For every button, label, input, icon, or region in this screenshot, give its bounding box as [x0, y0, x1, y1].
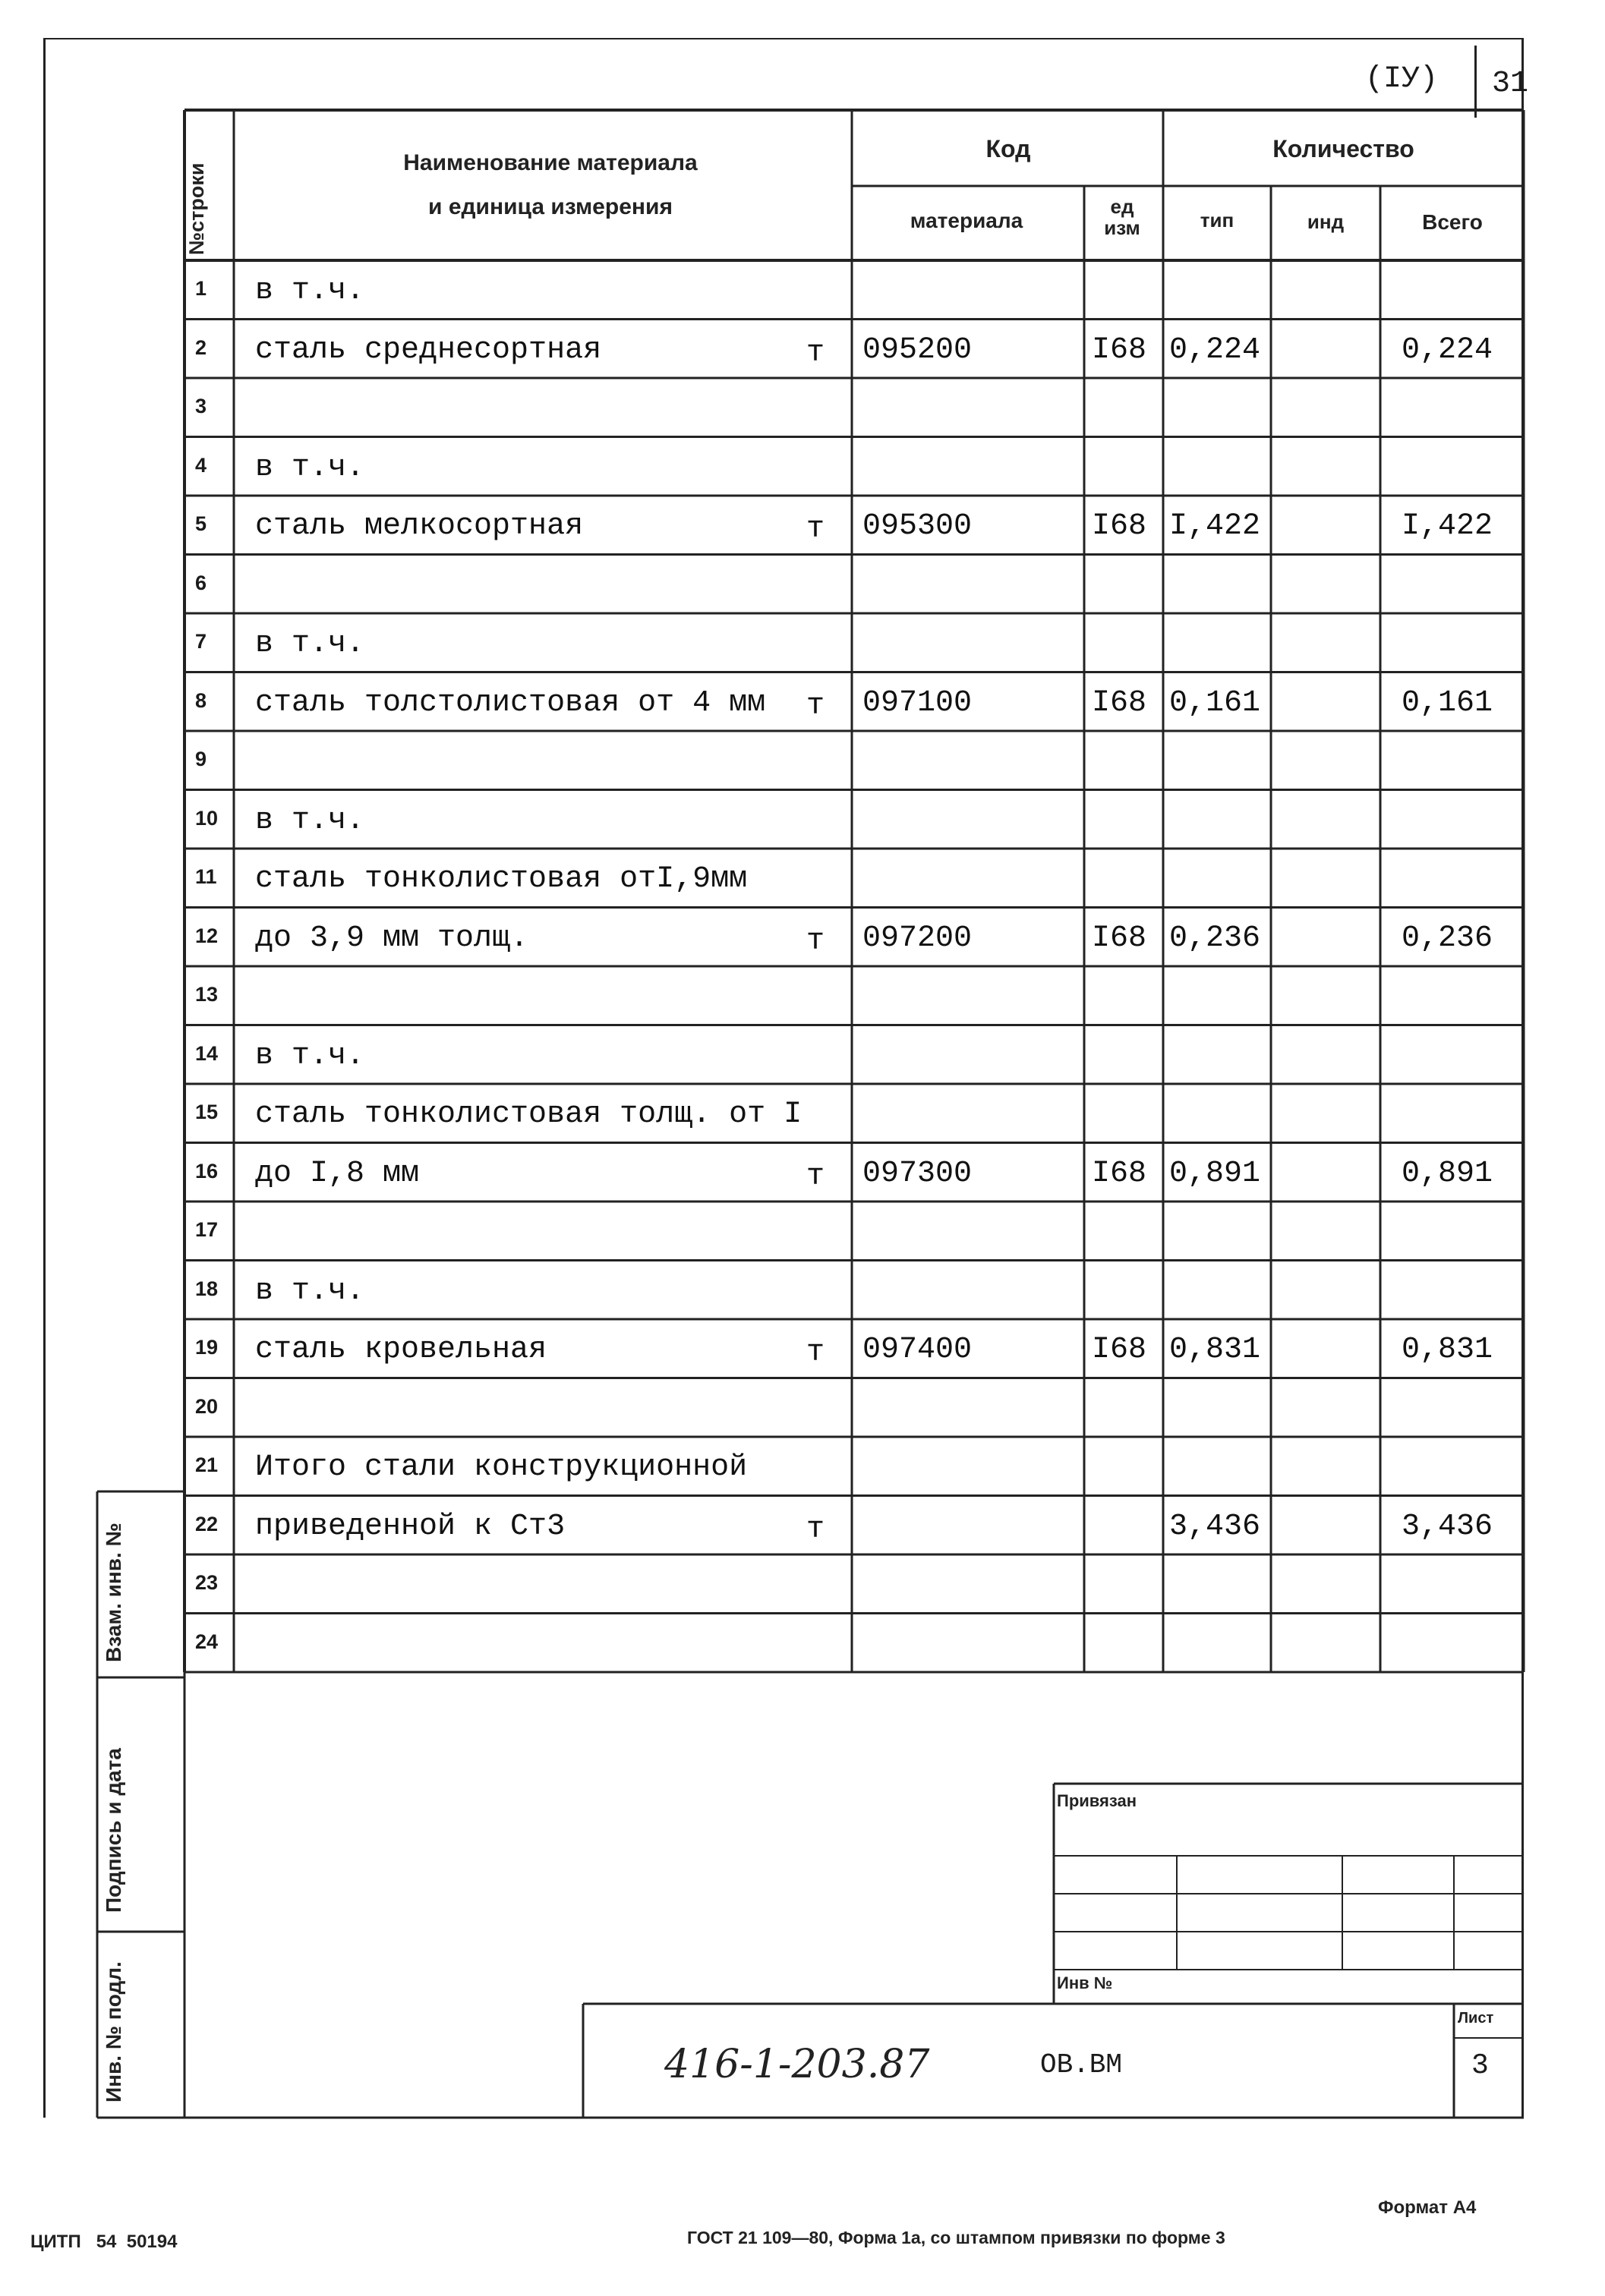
material-code: 097400	[862, 1333, 973, 1367]
row-number: 2	[195, 335, 207, 359]
row-number: 20	[195, 1394, 219, 1418]
stamp-doc-code: 416-1-203.87	[664, 2042, 930, 2087]
row-number: 1	[195, 277, 207, 300]
col-rownum-header: №строки	[185, 162, 208, 255]
qty-typ: 3,436	[1169, 1509, 1261, 1544]
row-number: 13	[195, 983, 219, 1006]
stamp-inv-no: Инв №	[1057, 1973, 1113, 1992]
stamp-doc-suffix: ОВ.ВМ	[1040, 2049, 1123, 2080]
side-stamp-podpis-data: Подпись и дата	[102, 1748, 125, 1913]
qty-total: 0,236	[1402, 921, 1493, 956]
row-number: 22	[195, 1512, 219, 1535]
side-stamp-vzam-inv: Взам. инв. №	[102, 1523, 125, 1662]
material-code: 095200	[862, 332, 973, 367]
material-name: сталь кровельная	[255, 1333, 547, 1367]
col-name-header-line2: и единица измерения	[428, 194, 673, 219]
material-unit: т	[806, 1159, 825, 1194]
row-number: 12	[195, 924, 219, 947]
row-number: 4	[195, 453, 207, 477]
side-stamp-inv-podl: Инв. № подл.	[102, 1961, 125, 2102]
material-name: сталь среднесортная	[255, 332, 602, 367]
col-name-header-line1: Наименование материала	[403, 150, 698, 175]
material-code: 097100	[862, 685, 973, 720]
qty-total: 3,436	[1402, 1509, 1493, 1544]
material-name: в т.ч.	[255, 803, 365, 838]
col-qty-total-header: Всего	[1422, 210, 1483, 234]
material-unit: т	[806, 688, 825, 723]
footer-center: ГОСТ 21 109—80, Форма 1а, со штампом привязки по форме 3	[687, 2228, 1225, 2247]
footer-left: ЦИТП 54 50194	[30, 2231, 178, 2252]
material-name: сталь мелкосортная	[255, 509, 584, 543]
material-code: 095300	[862, 509, 973, 543]
row-number: 23	[195, 1571, 219, 1594]
material-name: приведенной к Ст3	[255, 1509, 566, 1544]
row-number: 5	[195, 512, 207, 535]
row-number: 3	[195, 395, 207, 417]
qty-total: 0,224	[1402, 332, 1493, 367]
stamp-list-value: 3	[1471, 2049, 1489, 2082]
row-number: 24	[195, 1630, 219, 1653]
material-name: в т.ч.	[255, 1274, 365, 1309]
row-number: 17	[195, 1218, 219, 1241]
qty-total: I,422	[1402, 509, 1493, 543]
row-number: 18	[195, 1277, 219, 1300]
material-name: Итого стали конструкционной	[255, 1450, 748, 1485]
row-number: 9	[195, 748, 207, 770]
page-number: 31	[1492, 67, 1529, 101]
row-number: 21	[195, 1454, 219, 1476]
material-name: в т.ч.	[255, 627, 365, 661]
qty-typ: I,422	[1169, 509, 1261, 543]
row-number: 7	[195, 630, 207, 653]
unit-code: I68	[1092, 685, 1147, 720]
col-qty-typ-header: тип	[1200, 209, 1234, 231]
material-name: сталь толстолистовая от 4 мм	[255, 685, 766, 720]
row-number: 8	[195, 688, 207, 712]
col-code-material-header: материала	[910, 209, 1023, 232]
row-number: 15	[195, 1101, 219, 1123]
sheet-mark: (IУ)	[1365, 62, 1439, 96]
material-name: до I,8 мм	[255, 1156, 420, 1191]
qty-total: 0,891	[1402, 1156, 1493, 1191]
row-number: 14	[195, 1041, 219, 1065]
col-qty-header: Количество	[1272, 135, 1414, 162]
material-name: в т.ч.	[255, 1038, 365, 1073]
material-code: 097300	[862, 1156, 973, 1191]
qty-typ: 0,161	[1169, 685, 1261, 720]
material-unit: т	[806, 512, 825, 546]
row-number: 6	[195, 571, 207, 594]
col-code-unit-header: ед изм	[1104, 195, 1140, 239]
qty-typ: 0,236	[1169, 921, 1261, 956]
unit-code: I68	[1092, 332, 1147, 367]
unit-code: I68	[1092, 921, 1147, 956]
qty-typ: 0,891	[1169, 1156, 1261, 1191]
unit-code: I68	[1092, 1333, 1147, 1367]
row-number: 19	[195, 1336, 219, 1359]
material-unit: т	[806, 1512, 825, 1547]
row-number: 10	[195, 806, 219, 830]
row-number: 16	[195, 1159, 219, 1183]
footer-format: Формат А4	[1378, 2197, 1477, 2218]
material-name: до 3,9 мм толщ.	[255, 921, 529, 956]
qty-typ: 0,224	[1169, 332, 1261, 367]
material-code: 097200	[862, 921, 973, 956]
unit-code: I68	[1092, 1156, 1147, 1191]
row-number: 11	[195, 865, 217, 888]
stamp-list-label: Лист	[1458, 2010, 1494, 2027]
stamp-privyazan: Привязан	[1057, 1791, 1137, 1810]
material-name: сталь тонколистовая отI,9мм	[255, 862, 748, 896]
material-name: в т.ч.	[255, 274, 365, 308]
material-name: сталь тонколистовая толщ. от I	[255, 1098, 802, 1132]
material-name: в т.ч.	[255, 450, 365, 485]
qty-typ: 0,831	[1169, 1333, 1261, 1367]
unit-code: I68	[1092, 509, 1147, 543]
material-unit: т	[806, 1336, 825, 1370]
material-unit: т	[806, 924, 825, 959]
col-code-header: Код	[985, 135, 1031, 162]
material-unit: т	[806, 335, 825, 370]
qty-total: 0,831	[1402, 1333, 1493, 1367]
col-qty-ind-header: инд	[1307, 210, 1345, 233]
qty-total: 0,161	[1402, 685, 1493, 720]
